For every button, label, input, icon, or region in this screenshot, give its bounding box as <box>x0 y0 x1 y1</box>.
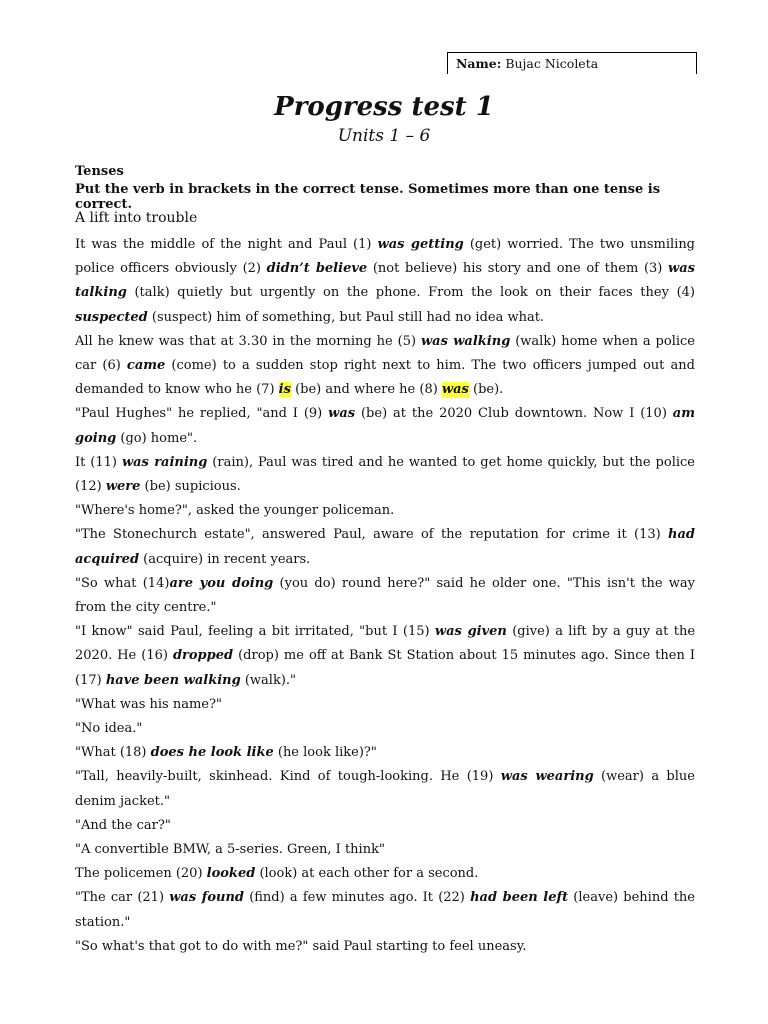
story-text-segment: "The Stonechurch estate", answered Paul, aware of the reputation for crime it (13) <box>75 527 669 543</box>
answer: was wearing <box>500 769 594 785</box>
answer: dropped <box>172 648 234 664</box>
answer: was <box>441 382 469 398</box>
story-text-segment: (find) a few minutes ago. It (22) <box>244 890 471 906</box>
story-paragraph <box>75 451 695 499</box>
story-text-segment: (drop) me off at Bank St Station about 15 minutes ago. Since then I (17) <box>75 648 695 688</box>
story-text-segment: "I know" said Paul, feeling a bit irritated, "but I (15) <box>75 624 435 640</box>
answer: didn’t believe <box>266 261 368 277</box>
name-box <box>447 52 697 74</box>
story-text-segment: (walk) home when a police car (6) <box>75 333 695 374</box>
answer: was given <box>434 624 507 640</box>
story-paragraph <box>75 572 695 620</box>
story-paragraph <box>75 886 695 934</box>
story-text-segment: "The car (21) <box>75 890 170 906</box>
name-value: Bujac Nicoleta <box>505 56 599 71</box>
answer: was getting <box>377 237 464 252</box>
story-text-segment: (walk)." <box>240 672 297 688</box>
story-text-segment: (give) a lift by a guy at the 2020. He (16) <box>75 624 696 664</box>
story-text-segment: "What was his name?" <box>75 696 222 712</box>
story-text-segment: (wear) a blue denim jacket." <box>75 769 695 809</box>
story-text <box>75 233 695 959</box>
section-heading: Tenses <box>75 164 124 179</box>
story-text-segment: (he look like)?" <box>273 745 377 761</box>
story-text-segment: (get) worried. The two unsmiling police officers obviously (2) <box>75 237 696 277</box>
story-text-segment: "What (18) <box>75 745 151 761</box>
story-title: A lift into trouble <box>75 210 198 226</box>
story-text-segment: "Paul Hughes" he replied, "and I (9) <box>75 406 329 422</box>
page-subtitle: Units 1 – 6 <box>337 126 431 146</box>
story-paragraph <box>75 935 695 959</box>
story-text-segment: "A convertible BMW, a 5-series. Green, I think" <box>75 842 385 858</box>
answer: was found <box>169 890 244 906</box>
story-text-segment: (you do) round here?" said he older one. "This isn't the way from the city centre." <box>75 575 696 616</box>
story-text-segment: It was the middle of the night and Paul (1) <box>75 237 378 252</box>
story-paragraph <box>75 330 695 403</box>
story-text-segment: "Where's home?", asked the younger policeman. <box>75 503 395 519</box>
answer: does he look like <box>150 745 274 761</box>
story-text-segment: (be) supicious. <box>140 479 241 495</box>
answer: was talking <box>75 261 695 301</box>
answer: had acquired <box>75 527 695 567</box>
story-text-segment: (acquire) in recent years. <box>139 551 311 567</box>
story-text-segment: (be). <box>468 382 504 398</box>
story-paragraph <box>75 741 695 765</box>
story-paragraph <box>75 814 695 838</box>
name-label: Name: <box>456 56 502 71</box>
story-text-segment: (go) home". <box>116 430 198 446</box>
story-text-segment: (talk) quietly but urgently on the phone. From the look on their faces they (4) <box>126 285 695 301</box>
story-paragraph <box>75 862 695 886</box>
story-paragraph <box>75 523 695 571</box>
story-text-segment: It (11) <box>75 454 122 470</box>
story-paragraph <box>75 499 695 523</box>
story-text-segment: All he knew was that at 3.30 in the morning he (5) <box>75 333 421 349</box>
story-paragraph <box>75 765 695 813</box>
story-paragraph <box>75 620 695 693</box>
story-text-segment: (look) at each other for a second. <box>255 866 479 882</box>
answer: are you doing <box>169 575 274 591</box>
story-text-segment: The policemen (20) <box>75 866 207 882</box>
story-text-segment: "So what (14) <box>75 575 170 591</box>
page-title: Progress test 1 <box>274 92 494 122</box>
story-text-segment: (be) at the 2020 Club downtown. Now I (10) <box>355 406 673 422</box>
story-paragraph <box>75 717 695 741</box>
story-text-segment: "And the car?" <box>75 817 171 833</box>
story-text-segment: (suspect) him of something, but Paul still had no idea what. <box>147 309 545 325</box>
story-paragraph <box>75 233 695 330</box>
story-text-segment: (not believe) his story and one of them (3) <box>367 261 669 277</box>
answer: was raining <box>121 454 208 470</box>
story-text-segment: (be) and where he (8) <box>290 382 442 398</box>
story-text-segment: "Tall, heavily-built, skinhead. Kind of tough-looking. He (19) <box>75 769 501 785</box>
answer: am going <box>75 406 695 446</box>
answer: suspected <box>75 309 148 325</box>
story-text-segment: (come) to a sudden stop right next to him. The two officers jumped out and demanded to know who he (7) <box>75 358 695 398</box>
story-paragraph <box>75 693 695 717</box>
answer: was <box>328 406 356 422</box>
story-text-segment: "No idea." <box>75 721 143 737</box>
answer: is <box>278 382 291 398</box>
answer: looked <box>206 866 256 882</box>
story-text-segment: (rain), Paul was tired and he wanted to get home quickly, but the police (12) <box>75 454 695 495</box>
story-text-segment: "So what's that got to do with me?" said Paul starting to feel uneasy. <box>75 938 527 954</box>
answer: were <box>105 479 141 495</box>
story-text-segment: (leave) behind the station." <box>75 890 695 930</box>
story-paragraph <box>75 402 695 450</box>
answer: was walking <box>420 333 511 349</box>
instruction-text: Put the verb in brackets in the correct tense. Sometimes more than one tense is correct. <box>75 182 661 212</box>
answer: had been left <box>470 890 569 906</box>
answer: have been walking <box>105 672 241 688</box>
story-paragraph <box>75 838 695 862</box>
answer: came <box>126 358 166 374</box>
